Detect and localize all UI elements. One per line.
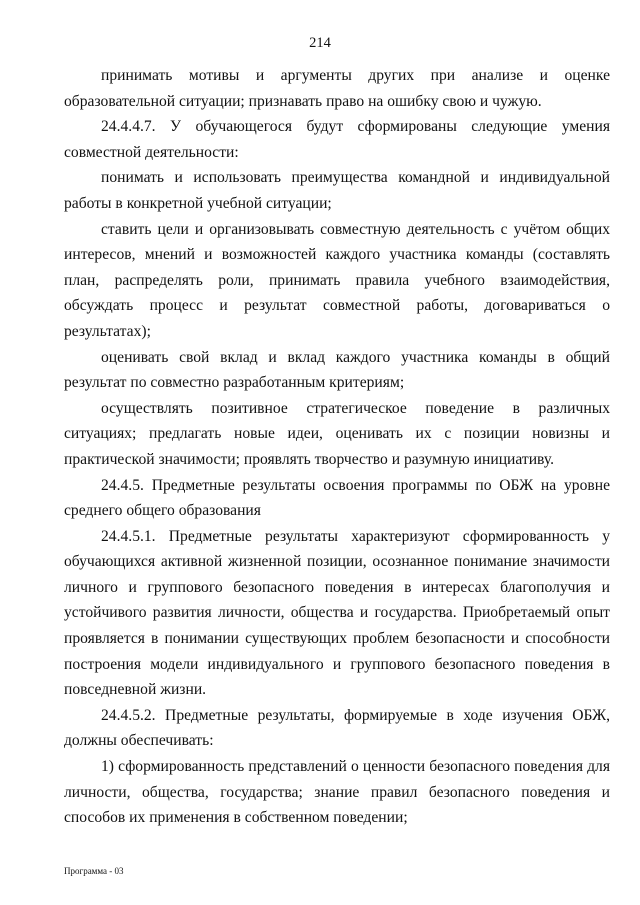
footer-program-label: Программа - 03 xyxy=(64,866,124,876)
paragraph-collaboration-skills-heading: 24.4.4.7. У обучающегося будут сформированы следующие умения совместной деятельности: xyxy=(64,118,610,161)
paragraph-strategic-behavior: осуществлять позитивное стратегическое поведение в различных ситуациях; предлагать новые идеи, оценивать их с позиции новизны и практической значимости; проявлять творчество и разумную инициативу. xyxy=(64,399,610,468)
paragraph-contribution-evaluation: оценивать свой вклад и вклад каждого участника команды в общий результат по совместно разработанным критериям; xyxy=(64,348,610,392)
paragraph-mutual-evaluation: принимать мотивы и аргументы других при анализе и оценке образовательной ситуации; признавать право на ошибку свою и чужую. xyxy=(64,67,610,110)
paragraph-subject-results-requirements: 24.4.5.2. Предметные результаты, формируемые в ходе изучения ОБЖ, должны обеспечивать: xyxy=(64,706,610,750)
paragraph-subject-results-characteristics: 24.4.5.1. Предметные результаты характеризуют сформированность у обучающихся активной жизненной позиции, осознанное понимание значимости личного и группового безопасного поведения в интересах благополучия и устойчивого развития личности, общества и государства. Приобретаемый опыт проявляется в понимании существующих проблем безопасности и способности построения модели индивидуального и группового безопасного поведения в повседневной жизни. xyxy=(64,527,610,699)
section-heading-subject-results: 24.4.5. Предметные результаты освоения программы по ОБЖ на уровне среднего общего образования xyxy=(64,476,610,520)
page-number: 214 xyxy=(309,35,331,51)
paragraph-team-work: понимать и использовать преимущества командной и индивидуальной работы в конкретной учебной ситуации; xyxy=(64,169,610,212)
list-item-safety-values: 1) сформированность представлений о ценности безопасного поведения для личности, общества, государства; знание правил безопасного поведения и способов их применения в собственном поведении; xyxy=(64,758,610,827)
paragraph-joint-activity: ставить цели и организовывать совместную деятельность с учётом общих интересов, мнений и возможностей каждого участника команды (составлять план, распределять роли, принимать правила учебного взаимодействия, обсуждать процесс и результат совместной работы, договариваться о результатах); xyxy=(64,220,610,340)
document-body xyxy=(64,63,610,831)
